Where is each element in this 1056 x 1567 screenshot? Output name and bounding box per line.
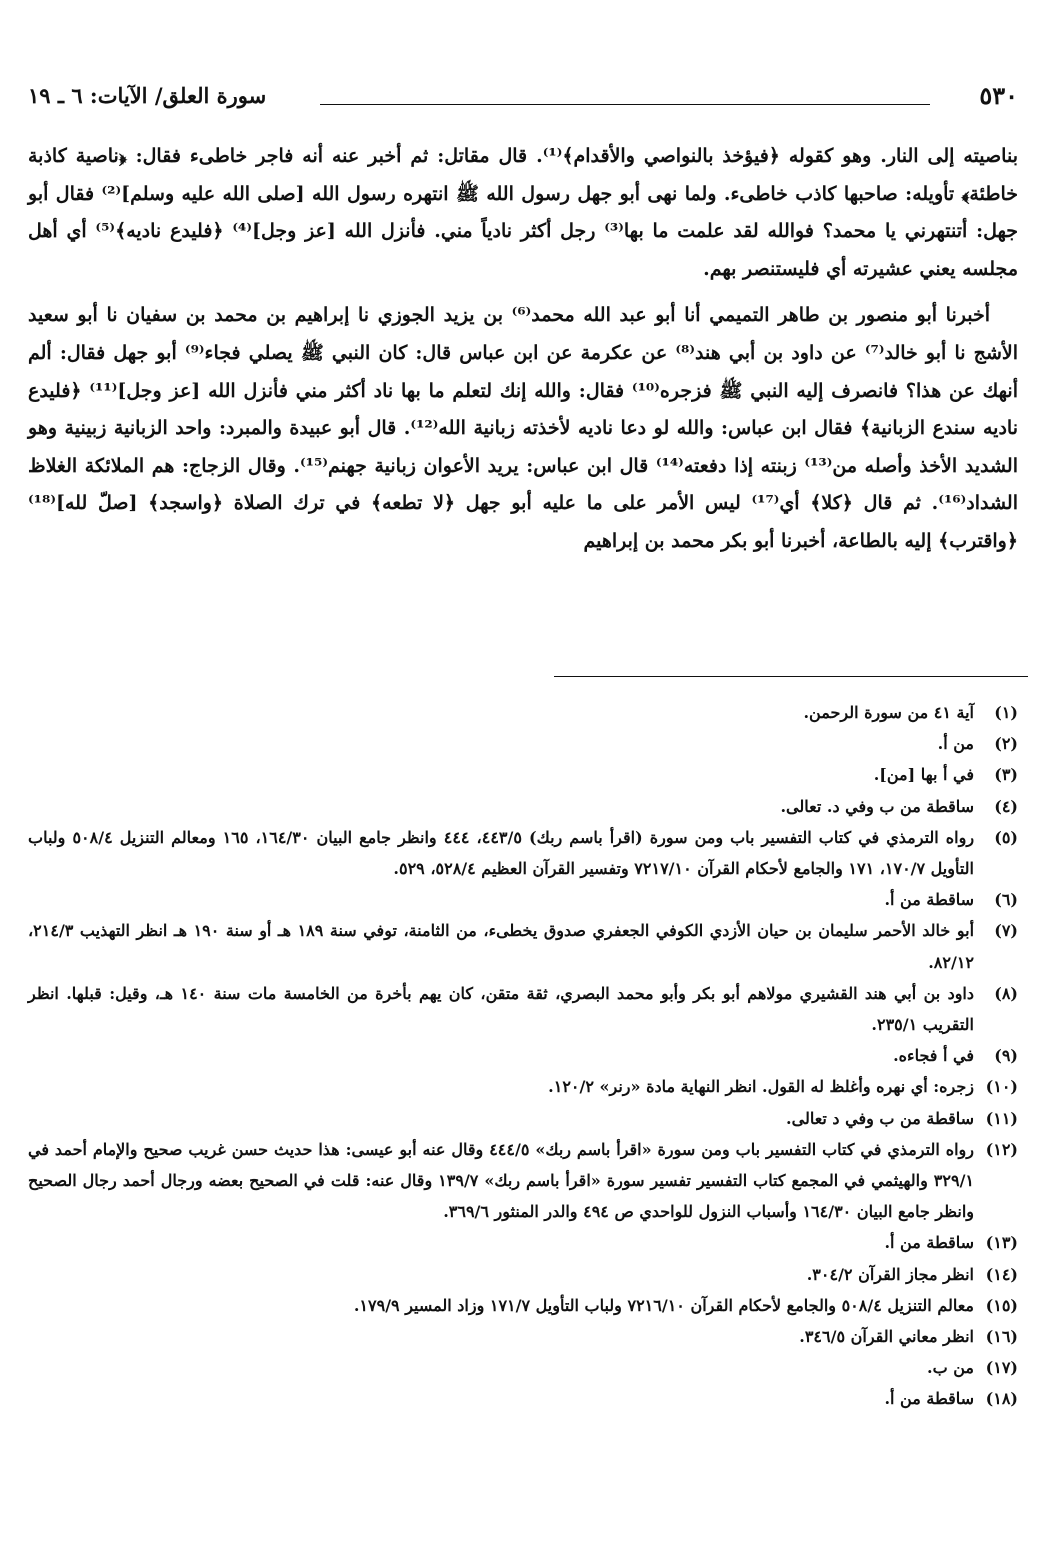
page-number: ٥٣٠ (979, 81, 1018, 110)
footnote-text: ساقطة من ب وفي د. تعالى. (780, 796, 974, 816)
running-title: سورة العلق/ الآيات: ٦ ـ ١٩ (28, 83, 267, 108)
footnote-text: ساقطة من أ. (884, 890, 974, 910)
footnote (28, 1071, 1018, 1102)
footnote (28, 759, 1018, 790)
footnote-text: آية ٤١ من سورة الرحمن. (803, 703, 974, 722)
footnote-text: رواه الترمذي في كتاب التفسير باب ومن سورة «اقرأ باسم ربك» ٤٤٤/٥ وقال عنه أبو عيسى: هذا حديث حسن غريب صحيح والإمام أحمد في ٣٢٩/١ والهيثمي في المجمع كتاب التفسير تفسير سورة «اقرأ باسم ربك» ١٣٩/٧ وقال عنه: قلت في الصحيح بعضه ورجال أحمد رجال الصحيح وانظر جامع البيان ١٦٤/٣٠ وأسباب النزول للواحدي ص ٤٩٤ والدر المنثور ٣٦٩/٦. (28, 1139, 974, 1222)
paragraph: أخبرنا أبو منصور بن طاهر التميمي أنا أبو عبد الله محمد⁽⁶⁾ بن يزيد الجوزي نا إبراهيم بن محمد بن سفيان نا أبو سعيد الأشج نا أبو خالد⁽⁷⁾ عن داود بن أبي هند⁽⁸⁾ عن عكرمة عن ابن عباس قال: كان النبي ﷺ يصلي فجاء⁽⁹⁾ أبو جهل فقال: ألم أنهك عن هذا؟ فانصرف إليه النبي ﷺ فزجره⁽¹⁰⁾ فقال: والله إنك لتعلم ما بها ناد أكثر مني فأنزل الله [عز وجل]⁽¹¹⁾ ﴿فليدع ناديه سندع الزبانية﴾ فقال ابن عباس: والله لو دعا ناديه لأخذته زبانية الله⁽¹²⁾. قال أبو عبيدة والمبرد: واحد الزبانية زبينية وهو الشديد الأخذ وأصله من⁽¹³⁾ زبنته إذا دفعته⁽¹⁴⁾ قال ابن عباس: يريد الأعوان زبانية جهنم⁽¹⁵⁾. وقال الزجاج: هم الملائكة الغلاظ الشداد⁽¹⁶⁾. ثم قال ﴿كلا﴾ أي⁽¹⁷⁾ ليس الأمر على ما عليه أبو جهل ﴿لا تطعه﴾ في ترك الصلاة ﴿واسجد﴾ [صلّ لله]⁽¹⁸⁾﴿واقترب﴾ إليه بالطاعة، أخبرنا أبو بكر محمد بن إبراهيم (28, 304, 1018, 552)
footnote-number: (١١) (985, 1108, 1018, 1128)
footnote-number: (١٣) (985, 1233, 1018, 1253)
footnote-number: (١٦) (985, 1327, 1018, 1347)
footnote (28, 1040, 1018, 1071)
footnote-text: رواه الترمذي في كتاب التفسير باب ومن سورة (اقرأ باسم ربك) ٤٤٣/٥، ٤٤٤ وانظر جامع البيان ١٦٤/٣٠، ١٦٥ ومعالم التنزيل ٥٠٨/٤ ولباب التأويل ١٧٠/٧، ١٧١ والجامع لأحكام القرآن ٧٢١٧/١٠ وتفسير القرآن العظيم ٥٢٨/٤، ٥٢٩. (28, 827, 975, 879)
footnote-text: أبو خالد الأحمر سليمان بن حيان الأزدي الكوفي الجعفري صدوق يخطىء، من الثامنة، توفي سنة ١٨٩ هـ أو سنة ١٩٠ هـ انظر التهذيب ٢١٤/٣، ٨٢/١٢. (28, 921, 975, 972)
footnote (28, 697, 1018, 728)
footnote-number: (١٤) (985, 1264, 1018, 1284)
footnote-text: ساقطة من ب وفي د تعالى. (786, 1108, 974, 1128)
footnote-number: (١) (994, 703, 1018, 722)
footnote (28, 1321, 1018, 1352)
footnote (28, 1352, 1018, 1383)
footnote-number: (٧) (994, 921, 1018, 941)
footnote-separator (554, 676, 1028, 677)
footnote (28, 915, 1018, 977)
footnote-text: في أ فجاءه. (893, 1046, 974, 1066)
footnote-number: (٩) (994, 1046, 1018, 1066)
footnotes-list (28, 697, 1018, 1415)
footnote-number: (٦) (994, 890, 1018, 910)
footnote-number: (٣) (994, 765, 1018, 785)
footnote-text: في أ بها [من]. (873, 765, 974, 785)
footnote-text: داود بن أبي هند القشيري مولاهم أبو بكر وأبو محمد البصري، ثقة متقن، كان يهم بأخرة من الخامسة مات سنة ١٤٠ هـ، وقيل: قبلها. انظر التقريب ٢٣٥/١. (28, 983, 974, 1035)
footnote-text: من أ. (937, 734, 974, 754)
footnote-text: من ب. (927, 1358, 974, 1378)
footnote (28, 884, 1018, 915)
footnote-text: ساقطة من أ. (884, 1389, 974, 1409)
footnote-number: (١٥) (985, 1295, 1018, 1315)
footnote-number: (٤) (994, 796, 1018, 816)
footnote (28, 978, 1018, 1040)
footnote-number: (٢) (994, 734, 1018, 754)
main-text (28, 138, 1018, 570)
header-rule (320, 104, 930, 105)
footnote-number: (١٢) (985, 1139, 1018, 1159)
footnote (28, 1259, 1018, 1290)
footnote-number: (١٠) (985, 1077, 1018, 1097)
footnote-text: معالم التنزيل ٥٠٨/٤ والجامع لأحكام القرآن ٧٢١٦/١٠ ولباب التأويل ١٧١/٧ وزاد المسير ١٧٩/٩. (353, 1295, 974, 1315)
footnote-number: (١٧) (985, 1358, 1018, 1378)
page-header (28, 78, 1018, 118)
footnote-number: (٨) (994, 983, 1018, 1003)
footnote (28, 1227, 1018, 1258)
paragraph: بناصيته إلى النار. وهو كقوله ﴿فيؤخذ بالنواصي والأقدام﴾⁽¹⁾. قال مقاتل: ثم أخبر عنه أنه فاجر خاطىء فقال: ﴿ناصية كاذبة خاطئة﴾ تأويله: صاحبها كاذب خاطىء. ولما نهى أبو جهل رسول الله ﷺ انتهره رسول الله [صلى الله عليه وسلم]⁽²⁾ فقال أبو جهل: أتنتهرني يا محمد؟ فوالله لقد علمت ما بها⁽³⁾ رجل أكثر نادياً مني. فأنزل الله [عز وجل]⁽⁴⁾ ﴿فليدع ناديه﴾⁽⁵⁾ أي أهل مجلسه يعني عشيرته أي فليستنصر بهم. (28, 145, 1018, 280)
footnote-text: زجره: أي نهره وأغلظ له القول. انظر النهاية مادة «رنر» ١٢٠/٢. (548, 1077, 974, 1097)
footnote (28, 822, 1018, 884)
footnote-number: (١٨) (985, 1389, 1018, 1409)
footnote-text: ساقطة من أ. (884, 1233, 974, 1253)
footnote-text: انظر مجاز القرآن ٣٠٤/٢. (806, 1264, 974, 1284)
footnote (28, 728, 1018, 759)
footnote (28, 1134, 1018, 1228)
footnote-text: انظر معاني القرآن ٣٤٦/٥. (799, 1327, 974, 1347)
footnote-number: (٥) (994, 827, 1018, 847)
footnote (28, 1103, 1018, 1134)
footnote (28, 1383, 1018, 1414)
footnote (28, 1290, 1018, 1321)
footnote (28, 791, 1018, 822)
